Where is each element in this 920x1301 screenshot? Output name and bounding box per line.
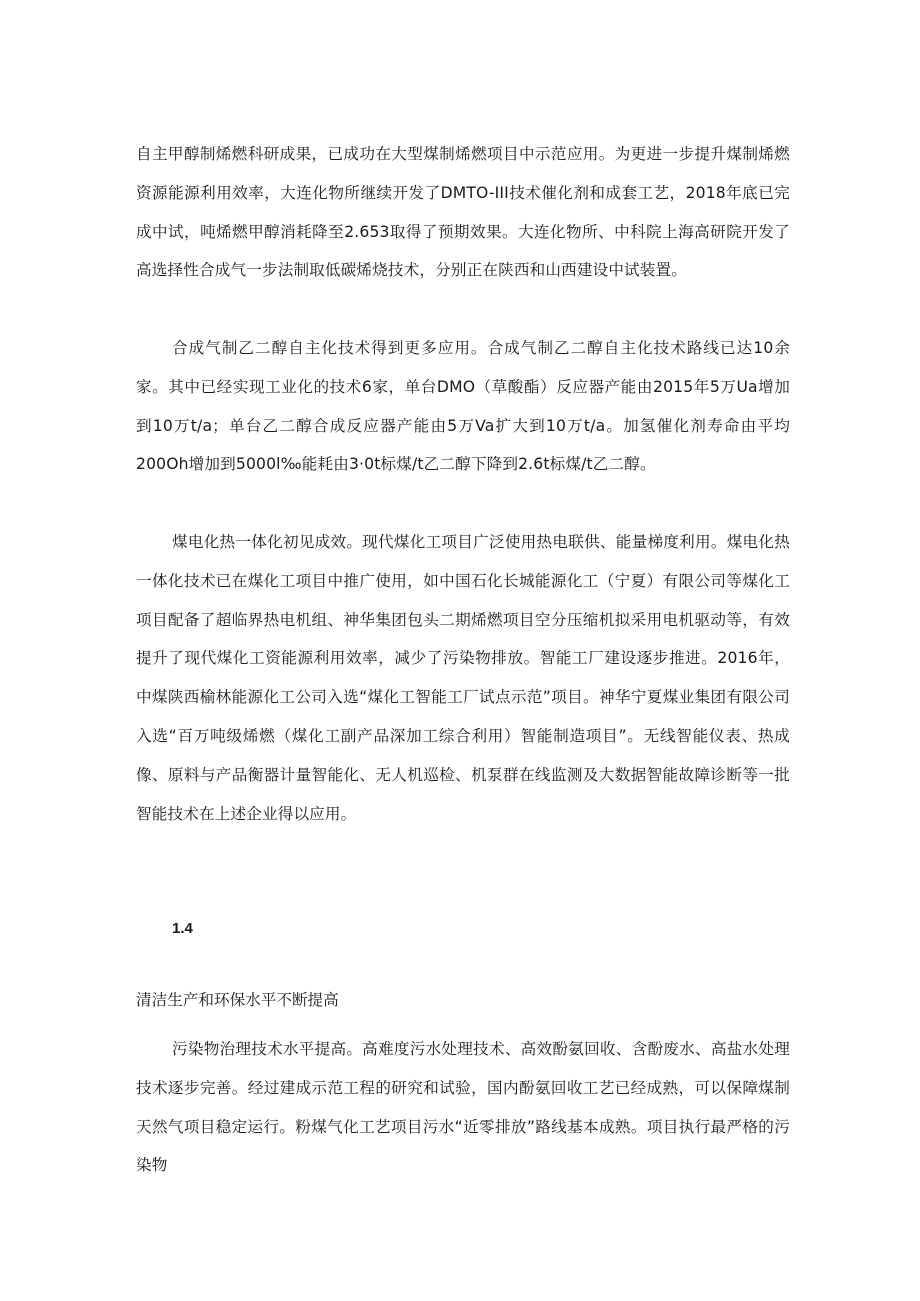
section-title: 清洁生产和环保水平不断提高	[136, 991, 339, 1009]
section-number: 1.4	[172, 920, 193, 937]
paragraph-pollution-control: 污染物治理技术水平提高。高难度污水处理技术、高效酚氨回收、含酚废水、高盐水处理技术逐步完善。经过建成示范工程的研究和试验，国内酚氨回收工艺已经成熟，可以保障煤制天然气项目稳定运行。粉煤气化工艺项目污水“近零排放”路线基本成熟。项目执行最严格的污染物	[136, 1040, 790, 1175]
paragraph-coal-power-integration: 煤电化热一体化初见成效。现代煤化工项目广泛使用热电联供、能量梯度利用。煤电化热一体化技术已在煤化工项目中推广使用，如中国石化长城能源化工（宁夏）有限公司等煤化工项目配备了超临界热电机组、神华集团包头二期烯燃项目空分压缩机拟采用电机驱动等，有效提升了现代煤化工资能源利用效率，减少了污染物排放。智能工厂建设逐步推进。2016年，中煤陕西榆林能源化工公司入选“煤化工智能工厂试点示范”项目。神华宁夏煤业集团有限公司入选“百万吨级烯燃（煤化工副产品深加工综合利用）智能制造项目”。无线智能仪表、热成像、原料与产品衡器计量智能化、无人机巡检、机泵群在线监测及大数据智能故障诊断等一批智能技术在上述企业得以应用。	[136, 533, 790, 823]
paragraph-ethylene-glycol: 合成气制乙二醇自主化技术得到更多应用。合成气制乙二醇自主化技术路线已达10余家。其中已经实现工业化的技术6家，单台DMO（草酸酯）反应器产能由2015年5万Ua增加到10万t/a；单台乙二醇合成反应器产能由5万Va扩大到10万t/a。加氢催化剂寿命由平均200Oh增加到5000l‰能耗由3·0t标煤/t乙二醇下降到2.6t标煤/t乙二醇。	[136, 339, 790, 474]
paragraph-olefin-technology: 自主甲醇制烯燃科研成果，已成功在大型煤制烯燃项目中示范应用。为更进一步提升煤制烯燃资源能源利用效率，大连化物所继续开发了DMTO-III技术催化剂和成套工艺，2018年底已完成中试，吨烯燃甲醇消耗降至2.653取得了预期效果。大连化物所、中科院上海高研院开发了高选择性合成气一步法制取低碳烯烧技术，分别正在陕西和山西建设中试装置。	[136, 145, 790, 280]
